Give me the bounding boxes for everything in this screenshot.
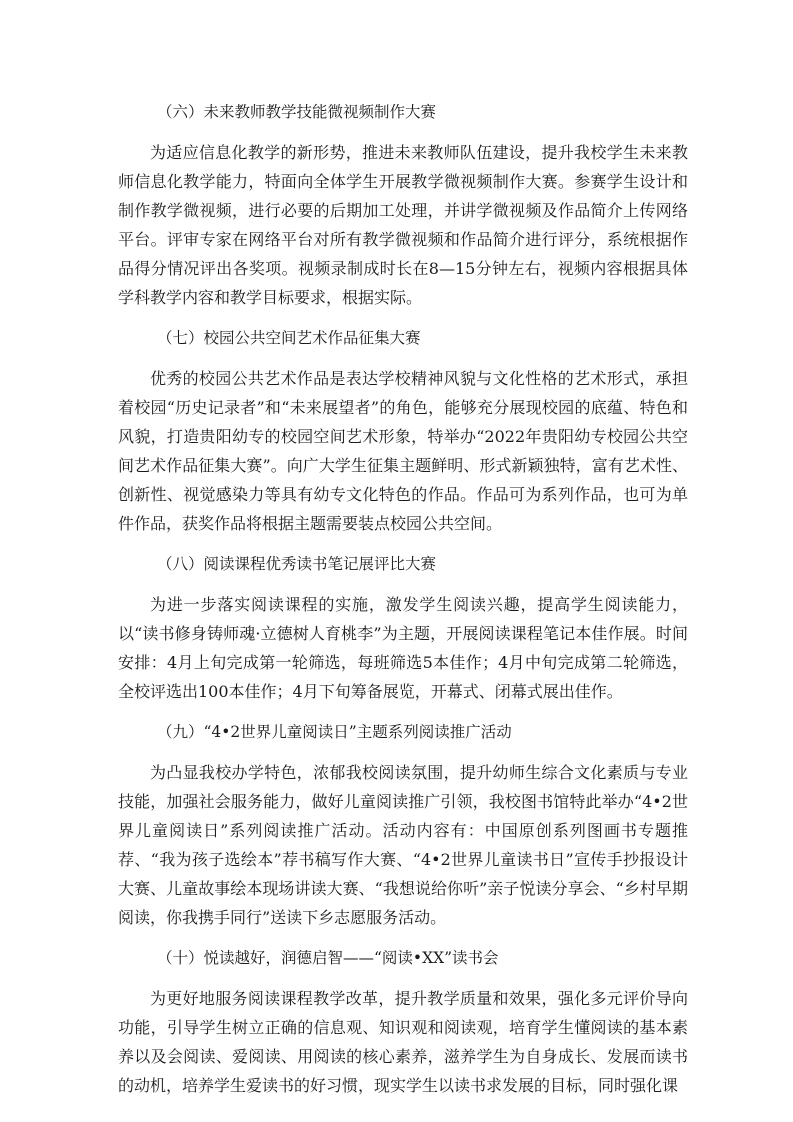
section-nine	[118, 720, 688, 932]
section-paragraph: 为更好地服务阅读课程教学改革，提升教学质量和效果，强化多元评价导向功能，引导学生树立正确的信息观、知识观和阅读观，培育学生懂阅读的基本素养以及会阅读、爱阅读、用阅读的核心素养，滋养学生为自身成长、发展而读书的动机，培养学生爱读书的好习惯，现实学生以读书求发展的目标，同时强化课	[118, 989, 688, 1095]
section-paragraph: 为适应信息化教学的新形势，推进未来教师队伍建设，提升我校学生未来教师信息化教学能力，特面向全体学生开展教学微视频制作大赛。参赛学生设计和制作教学微视频，进行必要的后期加工处理，并讲学微视频及作品简介上传网络平台。评审专家在网络平台对所有教学微视频和作品简介进行评分，系统根据作品得分情况评出各奖项。视频录制成时长在8—15分钟左右，视频内容根据具体学科教学内容和教学目标要求，根据实际。	[118, 143, 688, 307]
section-paragraph: 优秀的校园公共艺术作品是表达学校精神风貌与文化性格的艺术形式，承担着校园“历史记录者”和“未来展望者”的角色，能够充分展现校园的底蕴、特色和风貌，打造贵阳幼专的校园空间艺术形象，特举办“2022年贵阳幼专校园公共空间艺术作品征集大赛”。向广大学生征集主题鲜明、形式新颖独特，富有艺术性、创新性、视觉感染力等具有幼专文化特色的作品。作品可为系列作品，也可为单件作品，获奖作品将根据主题需要装点校园公共空间。	[118, 369, 688, 533]
section-heading: （七）校园公共空间艺术作品征集大赛	[157, 329, 421, 347]
section-heading: （九）“4•2世界儿童阅读日”主题系列阅读推广活动	[157, 723, 512, 741]
section-paragraph: 为凸显我校办学特色，浓郁我校阅读氛围，提升幼师生综合文化素质与专业技能，加强社会服务能力，做好儿童阅读推广引领，我校图书馆特此举办“4•2世界儿童阅读日”系列阅读推广活动。活动内容有：中国原创系列图画书专题推荐、“我为孩子选绘本”荐书稿写作大赛、“4•2世界儿童读书日”宣传手抄报设计大赛、儿童故事绘本现场讲读大赛、“我想说给你听”亲子悦读分享会、“乡村早期阅读，你我携手同行”送读下乡志愿服务活动。	[118, 763, 688, 927]
section-heading: （六）未来教师教学技能微视频制作大赛	[157, 103, 437, 121]
section-eight	[118, 552, 688, 706]
document-page	[118, 100, 688, 1114]
section-six	[118, 100, 688, 312]
section-heading: （八）阅读课程优秀读书笔记展评比大赛	[157, 555, 437, 573]
section-heading: （十）悦读越好，润德启智——“阅读•XX”读书会	[157, 949, 499, 967]
section-ten	[118, 946, 688, 1100]
section-paragraph: 为进一步落实阅读课程的实施，激发学生阅读兴趣，提高学生阅读能力，以“读书修身铸师魂·立德树人育桃李”为主题，开展阅读课程笔记本佳作展。时间安排：4月上旬完成第一轮筛选，每班筛选5本佳作；4月中旬完成第二轮筛选，全校评选出100本佳作；4月下旬筹备展览，开幕式、闭幕式展出佳作。	[118, 595, 688, 701]
section-seven	[118, 326, 688, 538]
